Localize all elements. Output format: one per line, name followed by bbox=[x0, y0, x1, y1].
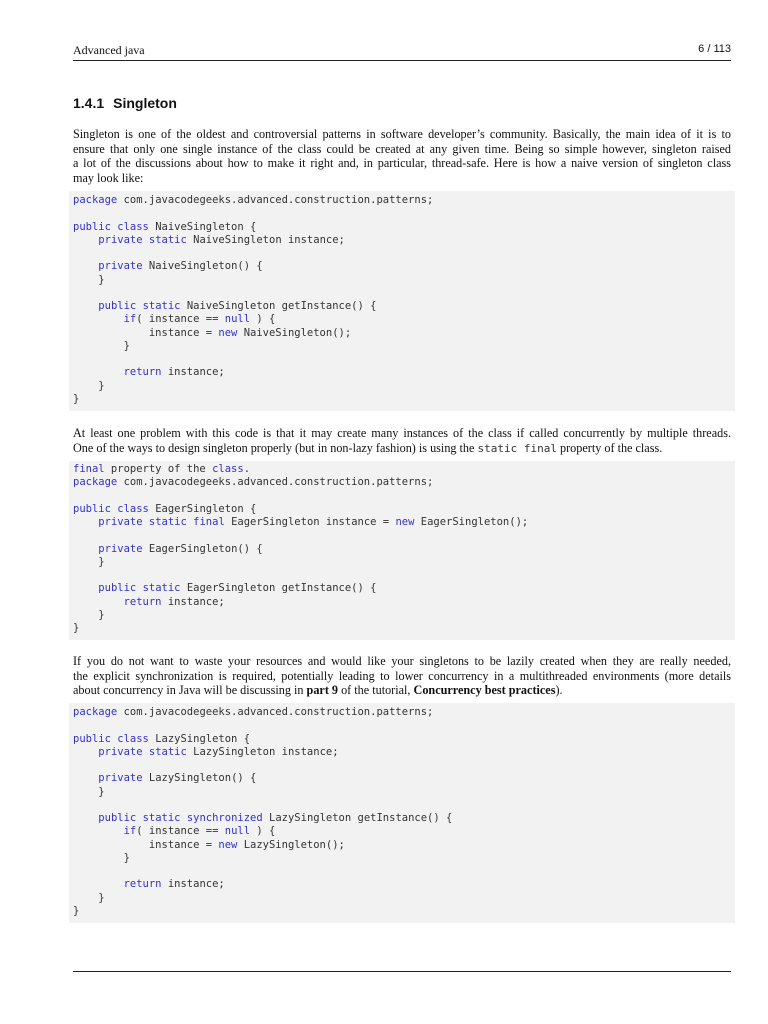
code-text: } bbox=[73, 339, 130, 352]
code-keyword: static bbox=[142, 582, 181, 595]
code-text bbox=[73, 812, 98, 824]
code-text: } bbox=[73, 891, 105, 904]
code-keyword: public bbox=[73, 732, 111, 745]
code-text: EagerSingleton getInstance() { bbox=[180, 582, 377, 595]
code-line bbox=[73, 313, 275, 326]
paragraph-line: If you do not want to waste your resources and would like your singletons to be lazily created when they are really needed, bbox=[73, 654, 731, 668]
code-line bbox=[73, 380, 105, 393]
code-text: EagerSingleton(); bbox=[414, 516, 529, 528]
code-text bbox=[73, 300, 98, 312]
code-keyword: static bbox=[148, 233, 187, 246]
code-line bbox=[73, 274, 105, 287]
code-line bbox=[73, 706, 433, 719]
code-line bbox=[73, 366, 225, 379]
code-keyword: final bbox=[73, 463, 105, 475]
page-number: 6 / 113 bbox=[698, 43, 731, 55]
code-line bbox=[73, 812, 452, 825]
code-text: EagerSingleton { bbox=[148, 502, 257, 515]
code-keyword: package bbox=[73, 194, 118, 206]
code-text: } bbox=[73, 608, 105, 621]
code-line bbox=[73, 476, 433, 489]
code-keyword: null bbox=[224, 825, 251, 838]
code-text: NaiveSingleton instance; bbox=[186, 233, 345, 246]
code-text: ( instance == bbox=[136, 825, 225, 838]
code-text bbox=[73, 596, 124, 608]
code-line bbox=[73, 892, 105, 905]
code-line bbox=[73, 609, 105, 622]
code-keyword: new bbox=[218, 838, 238, 851]
code-line bbox=[73, 746, 339, 759]
code-text: instance = bbox=[73, 838, 219, 851]
code-text bbox=[73, 313, 124, 325]
paragraph-line: At least one problem with this code is that it may create many instances of the class if called concurrently by multiple threads. bbox=[73, 426, 731, 440]
paragraph-line: may look like: bbox=[73, 170, 144, 185]
code-block-lazy-singleton bbox=[69, 703, 735, 923]
code-text: instance; bbox=[161, 366, 225, 379]
code-line bbox=[73, 878, 225, 891]
code-line bbox=[73, 503, 256, 516]
code-text bbox=[73, 366, 124, 378]
code-keyword: public bbox=[98, 582, 137, 595]
page-header bbox=[73, 42, 731, 61]
code-text: NaiveSingleton() { bbox=[142, 260, 263, 273]
code-text: } bbox=[73, 904, 80, 917]
code-line bbox=[73, 622, 79, 635]
section-title: Singleton bbox=[113, 95, 177, 111]
code-keyword: private bbox=[98, 233, 143, 246]
code-keyword: private bbox=[98, 745, 143, 758]
code-line bbox=[73, 772, 256, 785]
code-keyword: return bbox=[123, 595, 162, 608]
paragraph-line: One of the ways to design singleton properly (but in non-lazy fashion) is using the static final property of the class. bbox=[73, 440, 663, 455]
code-text bbox=[73, 543, 98, 555]
code-keyword: new bbox=[395, 516, 415, 528]
code-text bbox=[73, 772, 98, 784]
code-line bbox=[73, 300, 376, 313]
code-text: NaiveSingleton { bbox=[148, 220, 257, 233]
code-line bbox=[73, 393, 79, 406]
code-line bbox=[73, 733, 250, 746]
code-text bbox=[73, 234, 98, 246]
code-keyword: return bbox=[123, 878, 162, 891]
inline-code: static final bbox=[477, 441, 557, 455]
code-keyword: static bbox=[142, 812, 181, 824]
code-text: } bbox=[73, 379, 105, 392]
code-text bbox=[73, 260, 98, 272]
lazy-paragraph bbox=[73, 654, 731, 698]
code-text bbox=[73, 825, 124, 837]
bold-reference: Concurrency best practices bbox=[413, 683, 556, 697]
code-keyword: class bbox=[117, 220, 149, 233]
section-number: 1.4.1 bbox=[73, 95, 105, 111]
code-line bbox=[73, 463, 250, 476]
code-line bbox=[73, 786, 105, 799]
code-keyword: public bbox=[98, 812, 137, 824]
code-text: com.javacodegeeks.advanced.construction.patterns; bbox=[117, 194, 434, 206]
code-text bbox=[73, 878, 124, 890]
code-line bbox=[73, 582, 376, 595]
code-text: instance; bbox=[161, 878, 225, 891]
code-text: EagerSingleton instance = bbox=[224, 516, 396, 528]
code-text: instance; bbox=[161, 595, 225, 608]
code-keyword: package bbox=[73, 706, 118, 718]
code-line bbox=[73, 556, 105, 569]
code-keyword: package bbox=[73, 476, 118, 489]
code-text: } bbox=[73, 273, 105, 286]
code-block-eager-singleton bbox=[69, 461, 735, 640]
code-line bbox=[73, 194, 433, 207]
code-text bbox=[73, 746, 98, 758]
code-line bbox=[73, 327, 351, 340]
code-keyword: null bbox=[224, 313, 251, 326]
code-text bbox=[73, 582, 98, 594]
code-keyword: class bbox=[117, 502, 149, 515]
code-keyword: private bbox=[98, 260, 143, 273]
code-block-naive-singleton bbox=[69, 191, 735, 411]
code-line bbox=[73, 543, 263, 556]
code-text: } bbox=[73, 392, 80, 405]
code-text: } bbox=[73, 785, 105, 798]
code-text: LazySingleton instance; bbox=[186, 745, 339, 758]
code-text: property of the bbox=[104, 463, 213, 475]
document-title: Advanced java bbox=[73, 43, 145, 57]
code-keyword: synchronized bbox=[186, 812, 263, 824]
code-text: . bbox=[243, 463, 251, 475]
code-text: } bbox=[73, 622, 80, 634]
code-line bbox=[73, 221, 256, 234]
code-text: LazySingleton(); bbox=[237, 838, 345, 851]
code-line bbox=[73, 905, 79, 918]
code-keyword: private bbox=[98, 516, 143, 528]
code-keyword: private bbox=[98, 772, 143, 785]
code-keyword: return bbox=[123, 366, 162, 379]
code-text: NaiveSingleton getInstance() { bbox=[180, 300, 377, 312]
section-heading bbox=[73, 95, 177, 111]
code-line bbox=[73, 839, 345, 852]
code-text: com.javacodegeeks.advanced.construction.patterns; bbox=[117, 706, 434, 718]
code-text: ( instance == bbox=[136, 313, 225, 326]
code-line bbox=[73, 234, 345, 247]
code-keyword: public bbox=[73, 220, 111, 233]
code-keyword: class bbox=[117, 732, 149, 745]
code-line bbox=[73, 852, 130, 865]
paragraph-line: about concurrency in Java will be discussing in part 9 of the tutorial, Concurrency best practices). bbox=[73, 683, 563, 697]
code-text: ) { bbox=[250, 313, 276, 326]
paragraph-line: the explicit synchronization is required, potentially leading to lower concurrency in a multithreaded environments (more details bbox=[73, 668, 731, 683]
code-keyword: class bbox=[212, 463, 244, 475]
eager-paragraph bbox=[73, 426, 731, 456]
code-keyword: final bbox=[193, 516, 225, 528]
code-text: NaiveSingleton(); bbox=[237, 326, 352, 339]
code-text: LazySingleton { bbox=[148, 732, 251, 745]
code-text: EagerSingleton() { bbox=[142, 542, 263, 555]
footer-rule bbox=[73, 971, 731, 972]
code-keyword: static bbox=[148, 745, 187, 758]
paragraph-line: ensure that only one single instance of the class could be created at any given time. Being so simple however, singleton raised bbox=[73, 141, 731, 156]
code-keyword: public bbox=[98, 300, 137, 312]
code-text: com.javacodegeeks.advanced.construction.patterns; bbox=[117, 476, 434, 489]
code-text: LazySingleton() { bbox=[142, 772, 257, 785]
code-line bbox=[73, 825, 275, 838]
code-keyword: new bbox=[218, 326, 238, 339]
code-text: LazySingleton getInstance() { bbox=[262, 812, 453, 824]
code-line bbox=[73, 596, 225, 609]
bold-reference: part 9 bbox=[306, 683, 339, 697]
paragraph-line: Singleton is one of the oldest and controversial patterns in software developer’s community. Basically, the main idea of it is to bbox=[73, 127, 731, 141]
intro-paragraph bbox=[73, 127, 731, 185]
code-keyword: public bbox=[73, 502, 111, 515]
code-text: } bbox=[73, 851, 130, 864]
code-text: ) { bbox=[250, 825, 276, 838]
paragraph-line: a lot of the discussions about how to make it right and, in particular, thread-safe. Here is how a naive version of singleton class bbox=[73, 156, 731, 170]
code-text bbox=[73, 516, 98, 528]
code-keyword: if bbox=[123, 313, 137, 326]
code-text: instance = bbox=[73, 326, 219, 339]
code-line bbox=[73, 516, 528, 529]
code-keyword: static bbox=[142, 300, 181, 312]
code-text: } bbox=[73, 555, 105, 568]
code-keyword: static bbox=[148, 516, 187, 528]
code-line bbox=[73, 340, 130, 353]
code-keyword: private bbox=[98, 542, 143, 555]
code-line bbox=[73, 260, 263, 273]
code-keyword: if bbox=[123, 825, 137, 838]
